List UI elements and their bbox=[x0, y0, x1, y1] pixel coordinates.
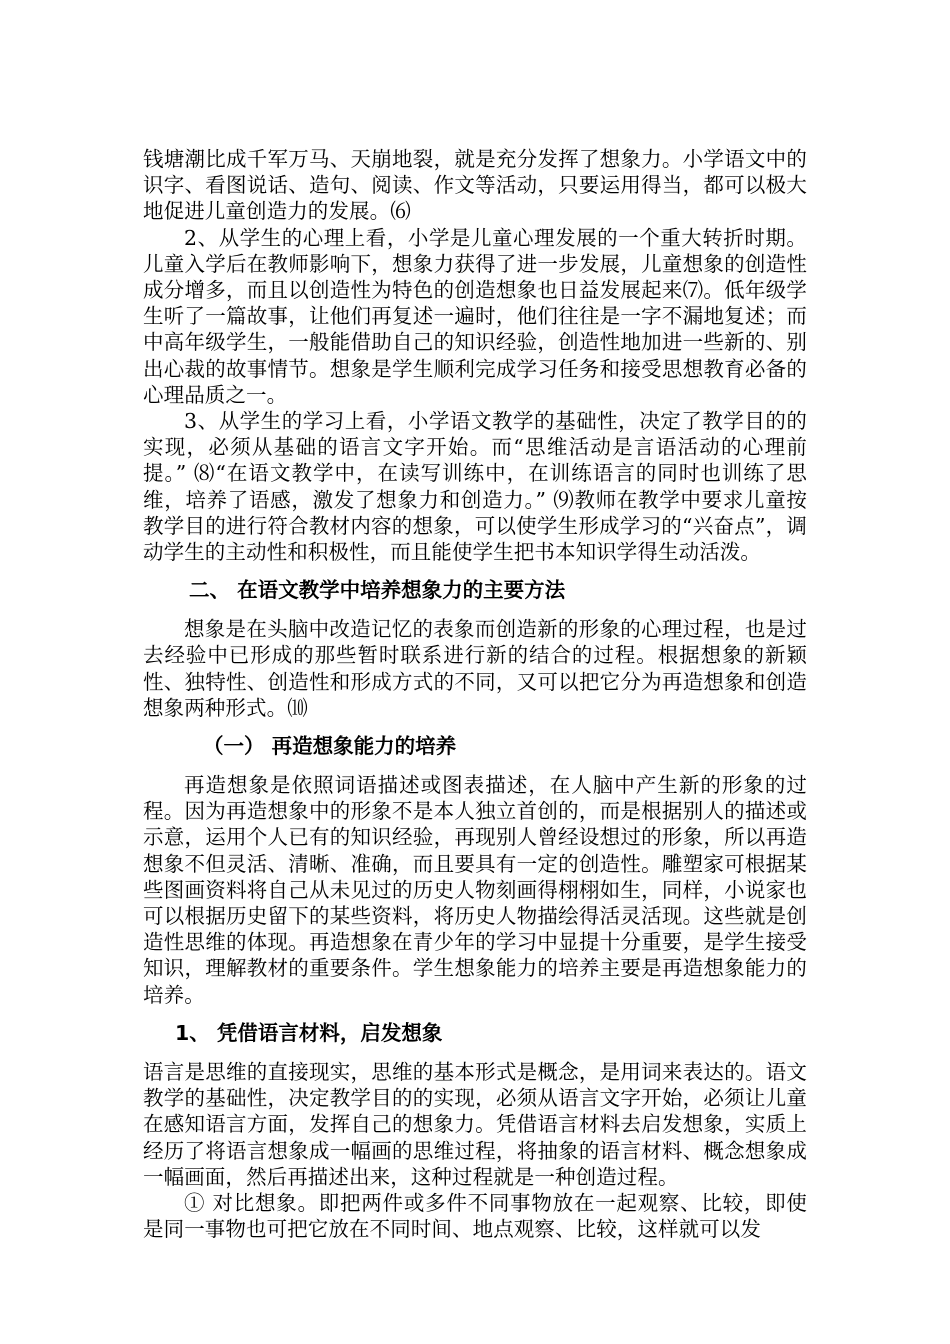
paragraph-contrast-imagination: ① 对比想象。即把两件或多件不同事物放在一起观察、比较，即使是同一事物也可把它放在不同时间、地点观察、比较，这样就可以发 bbox=[143, 1190, 807, 1242]
paragraph-continuation: 钱塘潮比成千军万马、天崩地裂，就是充分发挥了想象力。小学语文中的识字、看图说话、造句、阅读、作文等活动，只要运用得当，都可以极大地促进儿童创造力的发展。⑹ bbox=[143, 147, 807, 224]
paragraph-reproductive-imagination: 再造想象是依照词语描述或图表描述，在人脑中产生新的形象的过程。因为再造想象中的形象不是本人独立首创的，而是根据别人的描述或示意，运用个人已有的知识经验，再现别人曾经设想过的形象，所以再造想象不但灵活、清晰、准确，而且要具有一定的创造性。雕塑家可根据某些图画资料将自己从未见过的历史人物刻画得栩栩如生，同样，小说家也可以根据历史留下的某些资料，将历史人物描绘得活灵活现。这些就是创造性思维的体现。再造想象在青少年的学习中显提十分重要，是学生接受知识，理解教材的重要条件。学生想象能力的培养主要是再造想象能力的培养。 bbox=[143, 773, 807, 1007]
paragraph-point-2: 2、从学生的心理上看，小学是儿童心理发展的一个重大转折时期。儿童入学后在教师影响下，想象力获得了进一步发展，儿童想象的创造性成分增多，而且以创造性为特色的创造想象也日益发展起来⑺。低年级学生听了一篇故事，让他们再复述一遍时，他们往往是一字不漏地复述；而中高年级学生，一般能借助自己的知识经验，创造性地加进一些新的、别出心裁的故事情节。想象是学生顺利完成学习任务和接受思想教育必备的心理品质之一。 bbox=[143, 225, 807, 407]
paragraph-point-3: 3、从学生的学习上看，小学语文教学的基础性，决定了教学目的的实现，必须从基础的语言文字开始。而“思维活动是言语活动的心理前提。” ⑻“在语文教学中，在读写训练中，在训练语言的同时也训练了思维，培养了语感，激发了想象力和创造力。” ⑼教师在教学中要求儿童按教学目的进行符合教材内容的想象，可以使学生形成学习的“兴奋点”，调动学生的主动性和积极性，而且能使学生把书本知识学得生动活泼。 bbox=[143, 409, 807, 565]
method-heading-1: 1、 凭借语言材料，启发想象 bbox=[175, 1020, 443, 1045]
paragraph-imagination-definition: 想象是在头脑中改造记忆的表象而创造新的形象的心理过程，也是过去经验中已形成的那些暂时联系进行新的结合的过程。根据想象的新颖性、独特性、创造性和形成方式的不同，又可以把它分为再造想象和创造想象两种形式。⑽ bbox=[143, 617, 807, 720]
subsection-heading-1: （一） 再造想象能力的培养 bbox=[203, 734, 457, 759]
section-heading-2: 二、 在语文教学中培养想象力的主要方法 bbox=[189, 578, 566, 603]
paragraph-language-material: 语言是思维的直接现实，思维的基本形式是概念，是用词来表达的。语文教学的基础性，决定教学目的的实现，必须从语言文字开始，必须让儿童在感知语言方面，发挥自己的想象力。凭借语言材料去启发想象，实质上经历了将语言想象成一幅画的思维过程，将抽象的语言材料、概念想象成一幅画面，然后再描述出来，这种过程就是一种创造过程。 bbox=[143, 1059, 807, 1189]
